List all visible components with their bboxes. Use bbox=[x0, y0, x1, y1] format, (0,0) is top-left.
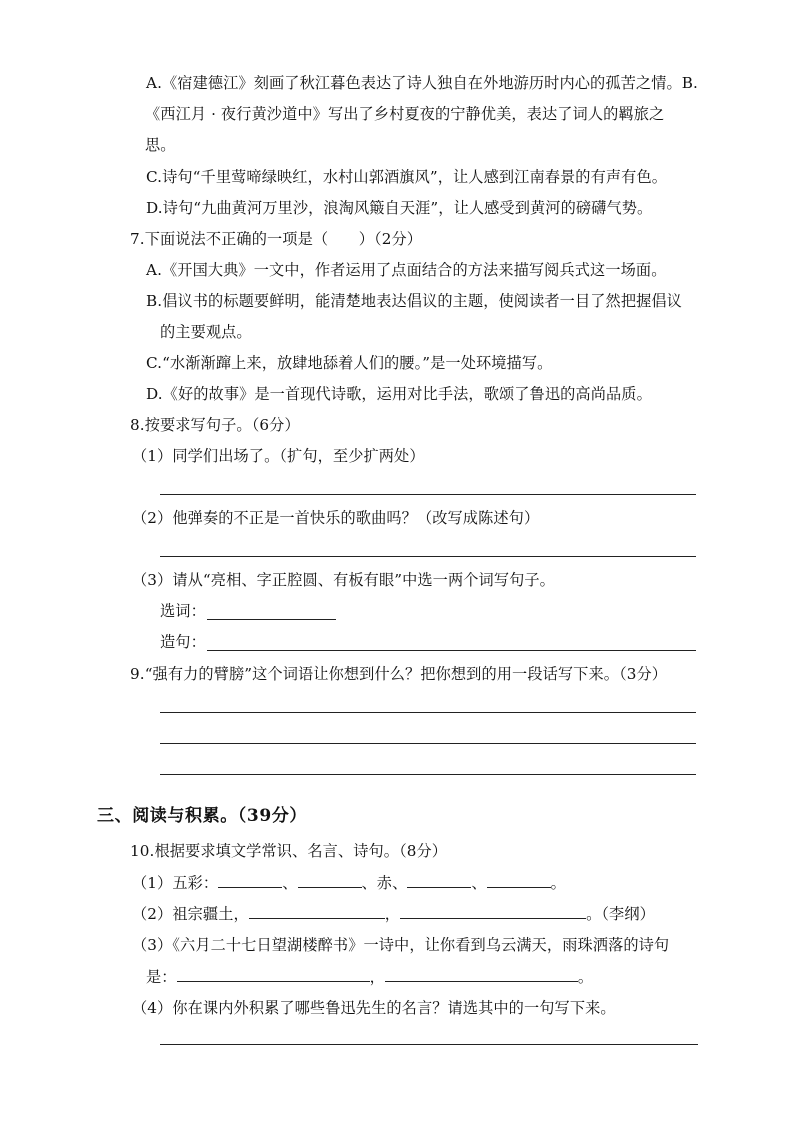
q10-sub2 bbox=[132, 904, 655, 924]
q8-choose-label: 选词： bbox=[160, 602, 206, 620]
q6-option-c: C.诗句“千里莺啼绿映红，水村山郭酒旗风”，让人感到江南春景的有声有色。 bbox=[146, 168, 668, 186]
q7-option-a: A.《开国大典》一文中，作者运用了点面结合的方法来描写阅兵式这一场面。 bbox=[146, 261, 667, 279]
q10-sub1-blank-1[interactable] bbox=[218, 873, 282, 888]
q10-stem: 10.根据要求填文学常识、名言、诗句。（8分） bbox=[130, 842, 448, 860]
q10-sub2-comma: ， bbox=[384, 905, 401, 923]
q9-answer-line-1[interactable] bbox=[160, 712, 696, 713]
q10-sub1 bbox=[132, 873, 566, 893]
q10-sub4-answer-line[interactable] bbox=[160, 1044, 698, 1045]
q7-option-c: C.“水渐渐蹿上来，放肆地舔着人们的腰。”是一处环境描写。 bbox=[146, 354, 553, 372]
q8-make-answer-line[interactable] bbox=[207, 650, 696, 651]
q10-sub2-label: （2）祖宗疆土， bbox=[132, 905, 249, 923]
q10-sub1-sep-2: 、 bbox=[471, 874, 487, 892]
q10-sub1-label: （1）五彩： bbox=[132, 874, 219, 892]
q9-answer-line-2[interactable] bbox=[160, 743, 696, 744]
q10-sub2-blank-2[interactable] bbox=[400, 904, 586, 919]
q10-sub3-line2 bbox=[146, 967, 593, 987]
q10-sub3-end: 。 bbox=[577, 968, 594, 986]
q10-sub2-end: 。（李纲） bbox=[586, 905, 655, 923]
q10-sub1-blank-4[interactable] bbox=[487, 873, 551, 888]
q10-sub3-blank-2[interactable] bbox=[385, 967, 578, 982]
q8-sub3: （3）请从“亮相、字正腔圆、有板有眼”中选一两个词写句子。 bbox=[132, 571, 555, 589]
q8-make-label: 造句： bbox=[160, 633, 206, 651]
q10-sub4: （4）你在课内外积累了哪些鲁迅先生的名言？请选其中的一句写下来。 bbox=[132, 999, 616, 1017]
q10-sub1-red: 、赤、 bbox=[361, 874, 408, 892]
q6-option-a-line2: 《西江月 · 夜行黄沙道中》写出了乡村夏夜的宁静优美，表达了词人的羁旅之 bbox=[145, 105, 665, 123]
q10-sub3-blank-1[interactable] bbox=[177, 967, 370, 982]
q9-stem: 9.“强有力的臂膀”这个词语让你想到什么？把你想到的用一段话写下来。（3分） bbox=[130, 665, 668, 683]
q8-stem: 8.按要求写句子。（6分） bbox=[130, 416, 300, 434]
q10-sub1-blank-3[interactable] bbox=[407, 873, 471, 888]
q10-sub1-sep-1: 、 bbox=[282, 874, 298, 892]
q7-option-b-line2: 的主要观点。 bbox=[160, 323, 252, 341]
q8-sub2: （2）他弹奏的不正是一首快乐的歌曲吗？（改写成陈述句） bbox=[132, 509, 540, 527]
q10-sub1-end: 。 bbox=[550, 874, 566, 892]
q6-option-d: D.诗句“九曲黄河万里沙，浪淘风簸自天涯”，让人感受到黄河的磅礴气势。 bbox=[146, 199, 653, 217]
q10-sub3-line1: （3）《六月二十七日望湖楼醉书》一诗中，让你看到乌云满天，雨珠洒落的诗句 bbox=[132, 936, 670, 954]
q7-option-b-line1: B.倡议书的标题要鲜明，能清楚地表达倡议的主题，使阅读者一目了然把握倡议 bbox=[146, 292, 682, 310]
q6-option-a-line1: A.《宿建德江》刻画了秋江暮色表达了诗人独自在外地游历时内心的孤苦之情。B. bbox=[146, 74, 698, 92]
q10-sub3-prefix: 是： bbox=[146, 968, 177, 986]
q8-sub1-answer-line[interactable] bbox=[160, 494, 696, 495]
q10-sub2-blank-1[interactable] bbox=[249, 904, 385, 919]
section3-title: 三、阅读与积累。（39分） bbox=[97, 806, 307, 826]
q8-choose-answer-line[interactable] bbox=[207, 619, 336, 620]
q7-stem: 7.下面说法不正确的一项是（ ）（2分） bbox=[130, 230, 423, 248]
q8-sub1: （1）同学们出场了。（扩句，至少扩两处） bbox=[132, 447, 425, 465]
q6-option-a-line3: 思。 bbox=[145, 136, 176, 154]
q10-sub1-blank-2[interactable] bbox=[298, 873, 362, 888]
q9-answer-line-3[interactable] bbox=[160, 774, 696, 775]
q7-option-d: D.《好的故事》是一首现代诗歌，运用对比手法，歌颂了鲁迅的高尚品质。 bbox=[146, 385, 652, 403]
q8-sub2-answer-line[interactable] bbox=[160, 556, 696, 557]
q10-sub3-comma: ， bbox=[369, 968, 385, 986]
